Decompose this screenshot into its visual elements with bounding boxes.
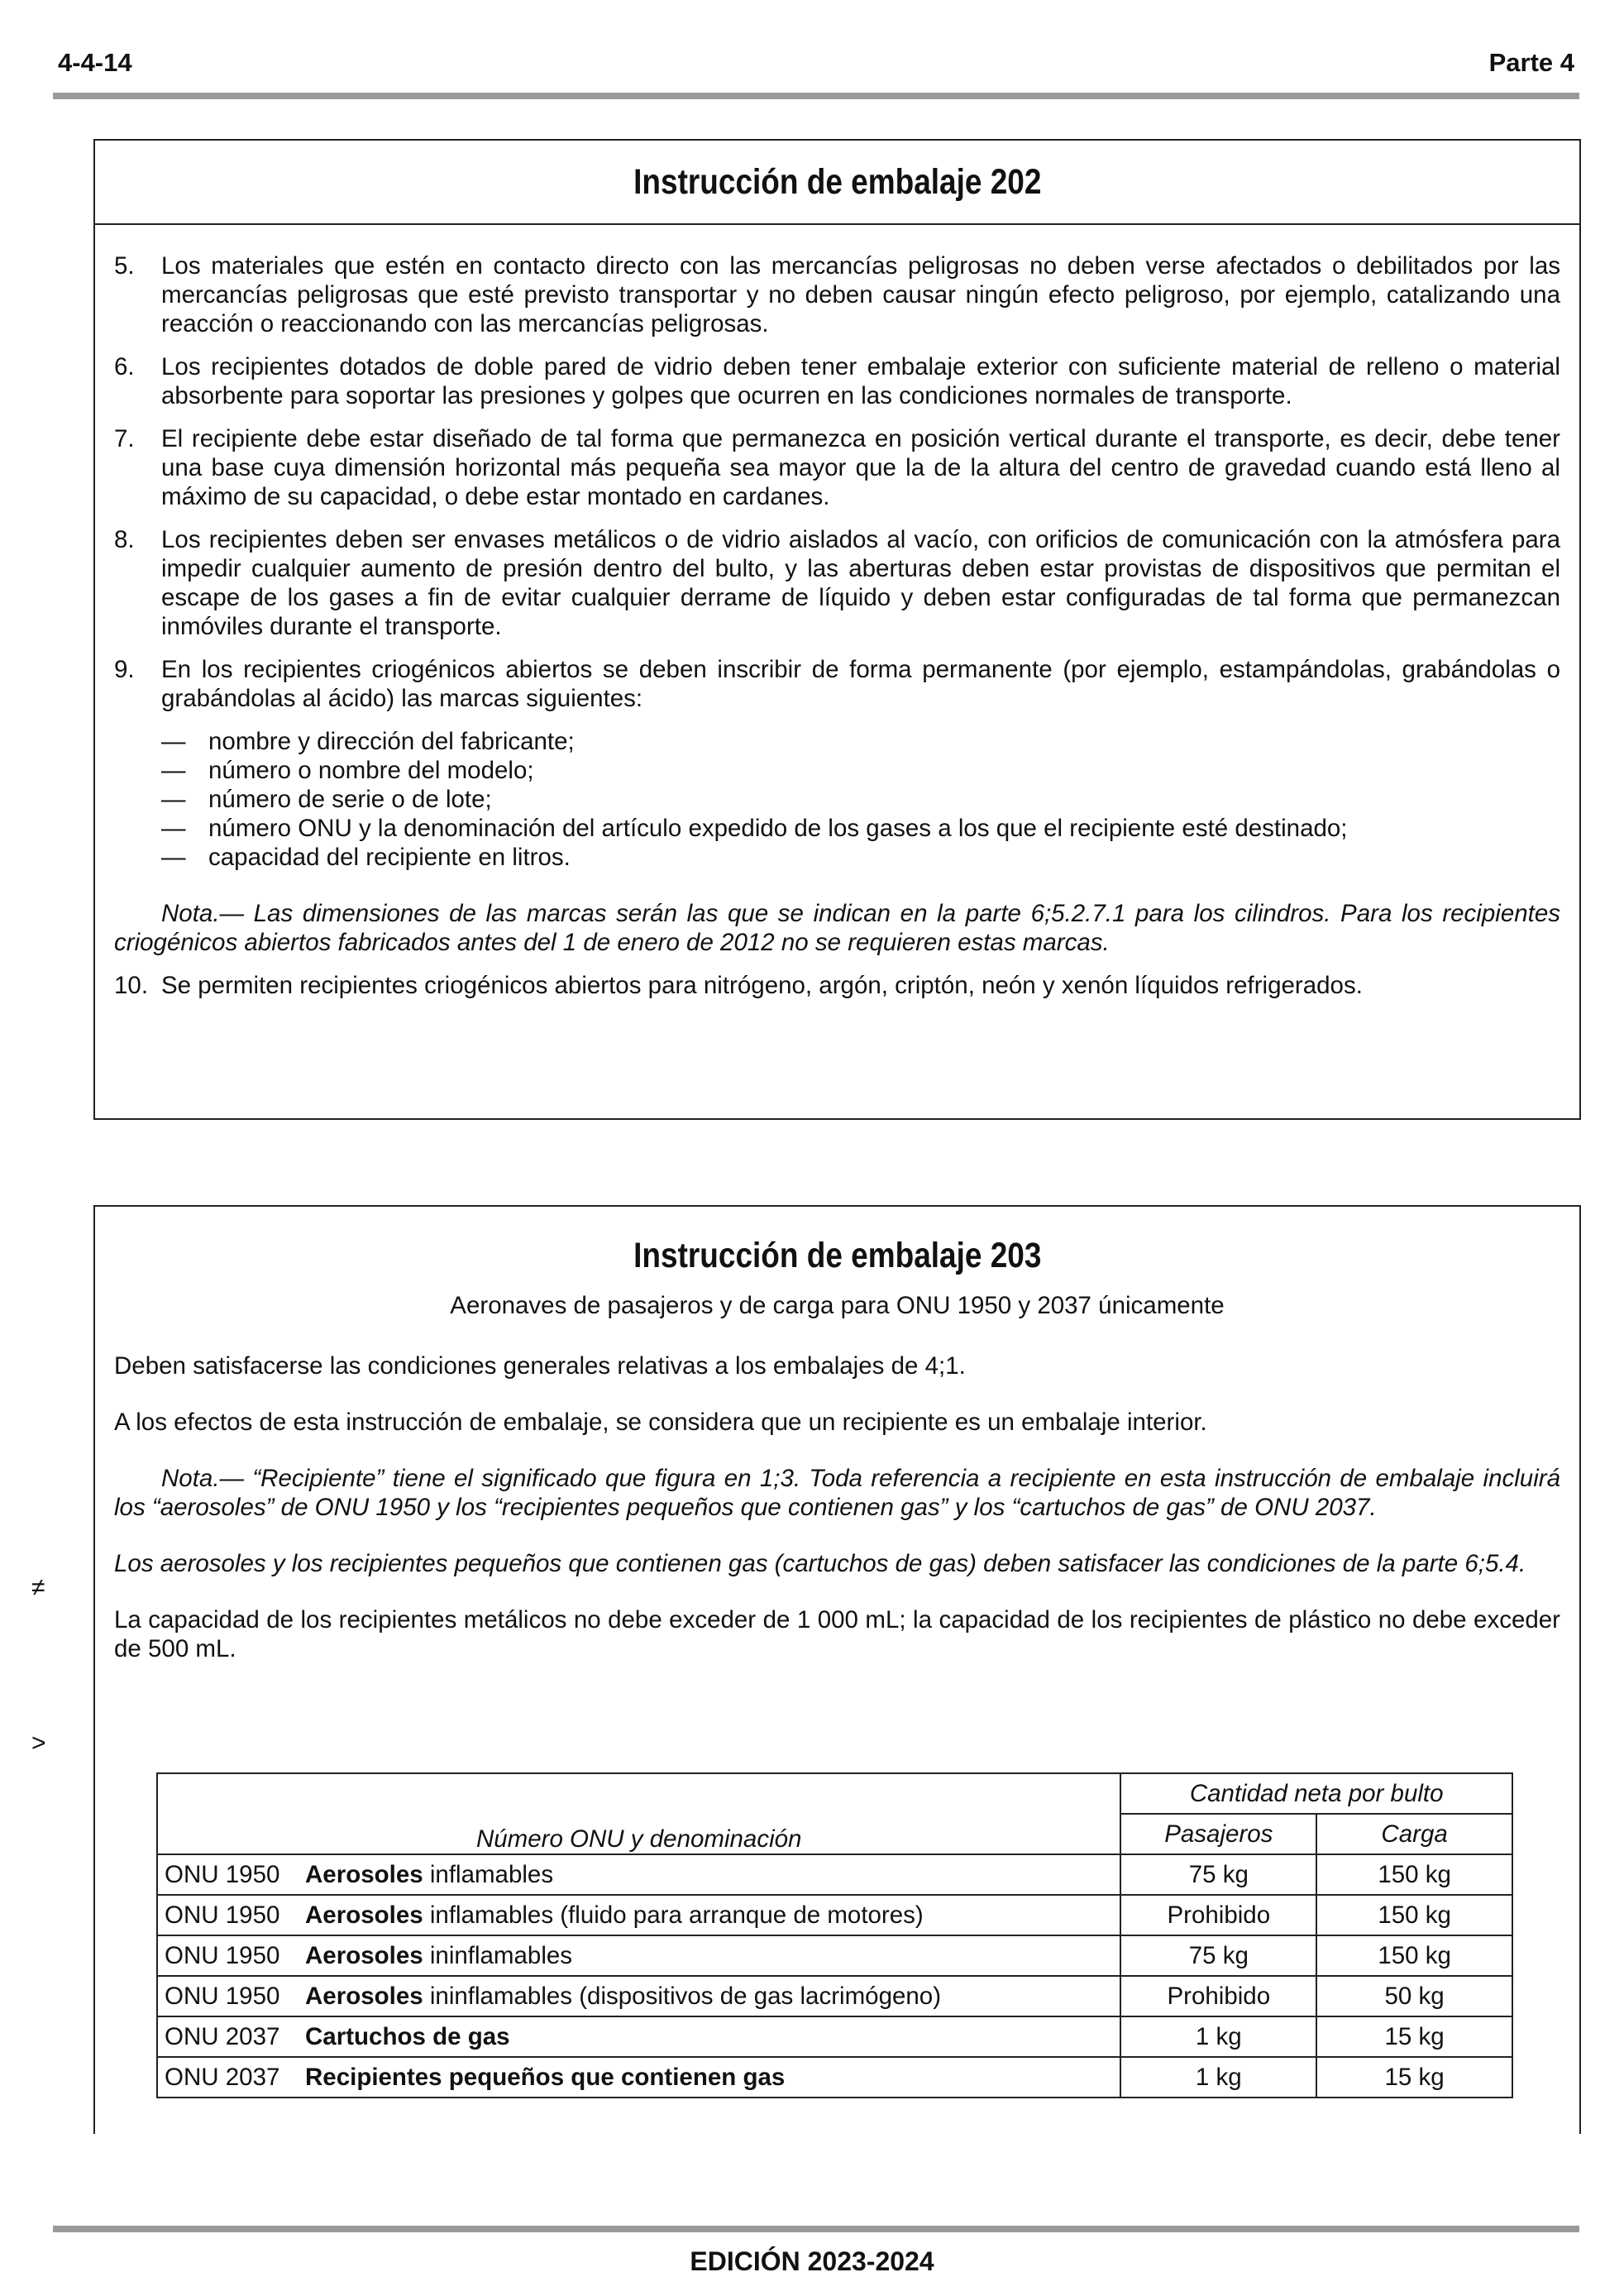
item-number: 8. <box>114 526 135 553</box>
cell-passenger: 1 kg <box>1120 2016 1316 2057</box>
proper-shipping-name: Aerosoles <box>305 1982 423 2010</box>
un-number: ONU 1950 <box>165 1941 280 1969</box>
net-quantity-table <box>156 1772 1513 2098</box>
un-number: ONU 1950 <box>165 1860 280 1888</box>
pi202-note: Nota.— Las dimensiones de las marcas serán las que se indican en la parte 6;5.2.7.1 para los cilindros. Para los recipientes criogénicos abiertos fabricados antes del 1 de enero de 2012 no se requieren estas marcas. <box>114 900 1560 956</box>
dash-bullet: — <box>161 815 186 842</box>
table-row <box>157 1854 1512 1895</box>
list-item-text: número de serie o de lote; <box>208 786 492 813</box>
pi203-para-aerosols: Los aerosoles y los recipientes pequeños que contienen gas (cartuchos de gas) deben satisfacer las condiciones de la parte 6;5.4. <box>114 1550 1526 1577</box>
proper-shipping-name: Recipientes pequeños que contienen gas <box>305 2063 786 2091</box>
list-item <box>161 727 1560 756</box>
item-number: 10. <box>114 972 149 999</box>
cell-passenger: Prohibido <box>1120 1976 1316 2016</box>
cell-designation <box>157 1976 1120 2016</box>
edition-label: EDICIÓN 2023-2024 <box>690 2246 934 2276</box>
pi202-item-8 <box>114 525 1560 641</box>
name-qualifier: inflamables <box>423 1860 554 1888</box>
item-text: Los recipientes dotados de doble pared de vidrio deben tener embalaje exterior con suficiente material de relleno o material absorbente para soportar las presiones y golpes que ocurren en las condiciones normales de transporte. <box>161 353 1560 409</box>
pi203-content <box>95 1291 1579 1663</box>
item-number: 7. <box>114 425 135 452</box>
part-label: Parte 4 <box>1488 48 1574 77</box>
pi203-para-inner-packaging: A los efectos de esta instrucción de embalaje, se considera que un recipiente es un embalaje interior. <box>114 1409 1207 1436</box>
header-rule <box>53 93 1579 99</box>
table-row <box>157 1895 1512 1935</box>
cell-designation <box>157 1895 1120 1935</box>
cell-cargo: 150 kg <box>1316 1935 1512 1976</box>
cell-passenger: 75 kg <box>1120 1854 1316 1895</box>
cell-designation <box>157 2057 1120 2097</box>
item-text: Los recipientes deben ser envases metálicos o de vidrio aislados al vacío, con orificios de comunicación con la atmósfera para impedir cualquier aumento de presión dentro del bulto, y las aberturas deben estar provistas de dispositivos que permitan el escape de los gases a fin de evitar cualquier derrame de líquido y deben estar configuradas de tal forma que permanezcan inmóviles durante el transporte. <box>161 526 1560 640</box>
proper-shipping-name: Cartuchos de gas <box>305 2022 510 2050</box>
dash-bullet: — <box>161 728 186 755</box>
marking-list <box>114 727 1560 872</box>
pi202-item-6 <box>114 352 1560 410</box>
cell-cargo: 15 kg <box>1316 2057 1512 2097</box>
revision-mark-not-equal: ≠ <box>31 1574 45 1601</box>
cell-cargo: 50 kg <box>1316 1976 1512 2016</box>
cell-designation <box>157 2016 1120 2057</box>
item-text: Los materiales que estén en contacto directo con las mercancías peligrosas no deben verse afectados o debilitados por las mercancías peligrosas que esté previsto transportar y no deben causar ningún efecto peligroso, por ejemplo, catalizando una reacción o reaccionando con las mercancías peligrosas. <box>161 252 1560 337</box>
header-net-quantity: Cantidad neta por bulto <box>1120 1773 1512 1814</box>
item-text: Se permiten recipientes criogénicos abiertos para nitrógeno, argón, criptón, neón y xenón líquidos refrigerados. <box>161 972 1363 999</box>
cell-designation <box>157 1854 1120 1895</box>
pi203-note: Nota.— “Recipiente” tiene el significado que figura en 1;3. Toda referencia a recipiente en esta instrucción de embalaje incluirá los “aerosoles” de ONU 1950 y los “recipientes pequeños que contienen gas” y los “cartuchos de gas” de ONU 2037. <box>114 1465 1560 1521</box>
list-item <box>161 843 1560 872</box>
pi202-title-row <box>95 141 1579 225</box>
dash-bullet: — <box>161 757 186 784</box>
item-number: 9. <box>114 656 135 683</box>
cell-passenger: 75 kg <box>1120 1935 1316 1976</box>
header-un-number-name: Número ONU y denominación <box>157 1773 1120 1854</box>
header-cargo: Carga <box>1316 1814 1512 1854</box>
un-number: ONU 1950 <box>165 1982 280 2010</box>
proper-shipping-name: Aerosoles <box>305 1860 423 1888</box>
item-text: En los recipientes criogénicos abiertos se deben inscribir de forma permanente (por ejemplo, estampándolas, grabándolas o grabándolas al ácido) las marcas siguientes: <box>161 656 1560 712</box>
list-item-text: nombre y dirección del fabricante; <box>208 728 575 755</box>
dash-bullet: — <box>161 844 186 871</box>
cell-cargo: 15 kg <box>1316 2016 1512 2057</box>
list-item <box>161 785 1560 814</box>
name-qualifier: ininflamables <box>423 1941 573 1969</box>
list-item-text: capacidad del recipiente en litros. <box>208 844 571 871</box>
table-header-row <box>157 1773 1512 1814</box>
pi202-item-5 <box>114 251 1560 338</box>
un-number: ONU 2037 <box>165 2063 280 2091</box>
proper-shipping-name: Aerosoles <box>305 1941 423 1969</box>
pi202-content <box>95 225 1579 1000</box>
pi202-title: Instrucción de embalaje 202 <box>633 161 1042 202</box>
pi202-item-10 <box>114 971 1560 1000</box>
pi203-subtitle: Aeronaves de pasajeros y de carga para ONU 1950 y 2037 únicamente <box>450 1292 1225 1319</box>
pi202-item-9 <box>114 655 1560 713</box>
cell-designation <box>157 1935 1120 1976</box>
cell-passenger: Prohibido <box>1120 1895 1316 1935</box>
pi203-para-capacity: La capacidad de los recipientes metálicos no debe exceder de 1 000 mL; la capacidad de los recipientes de plástico no debe exceder de 500 mL. <box>114 1606 1560 1662</box>
list-item-text: número ONU y la denominación del artículo expedido de los gases a los que el recipiente esté destinado; <box>208 815 1348 842</box>
cell-cargo: 150 kg <box>1316 1895 1512 1935</box>
item-number: 5. <box>114 252 135 280</box>
table-row <box>157 1935 1512 1976</box>
pi203-title-row <box>95 1207 1579 1276</box>
pi202-item-7 <box>114 424 1560 511</box>
header-passenger: Pasajeros <box>1120 1814 1316 1854</box>
dash-bullet: — <box>161 786 186 813</box>
proper-shipping-name: Aerosoles <box>305 1901 423 1929</box>
packing-instruction-202 <box>93 139 1581 1120</box>
footer-rule <box>53 2226 1579 2232</box>
un-number: ONU 1950 <box>165 1901 280 1929</box>
pi203-title: Instrucción de embalaje 203 <box>633 1236 1042 1275</box>
un-number: ONU 2037 <box>165 2022 280 2050</box>
list-item <box>161 756 1560 785</box>
table-row <box>157 2057 1512 2097</box>
page-number: 4-4-14 <box>58 48 132 77</box>
cell-passenger: 1 kg <box>1120 2057 1316 2097</box>
revision-mark-greater: > <box>31 1729 46 1757</box>
list-item-text: número o nombre del modelo; <box>208 757 534 784</box>
name-qualifier: ininflamables (dispositivos de gas lacrimógeno) <box>423 1982 942 2010</box>
pi203-para-general: Deben satisfacerse las condiciones generales relativas a los embalajes de 4;1. <box>114 1352 966 1380</box>
table-row <box>157 2016 1512 2057</box>
list-item <box>161 814 1560 843</box>
table-row <box>157 1976 1512 2016</box>
item-number: 6. <box>114 353 135 380</box>
item-text: El recipiente debe estar diseñado de tal forma que permanezca en posición vertical durante el transporte, es decir, debe tener una base cuya dimensión horizontal más pequeña sea mayor que la de la altura del centro de gravedad cuando está lleno al máximo de su capacidad, o debe estar montado en cardanes. <box>161 425 1560 510</box>
name-qualifier: inflamables (fluido para arranque de motores) <box>423 1901 924 1929</box>
cell-cargo: 150 kg <box>1316 1854 1512 1895</box>
